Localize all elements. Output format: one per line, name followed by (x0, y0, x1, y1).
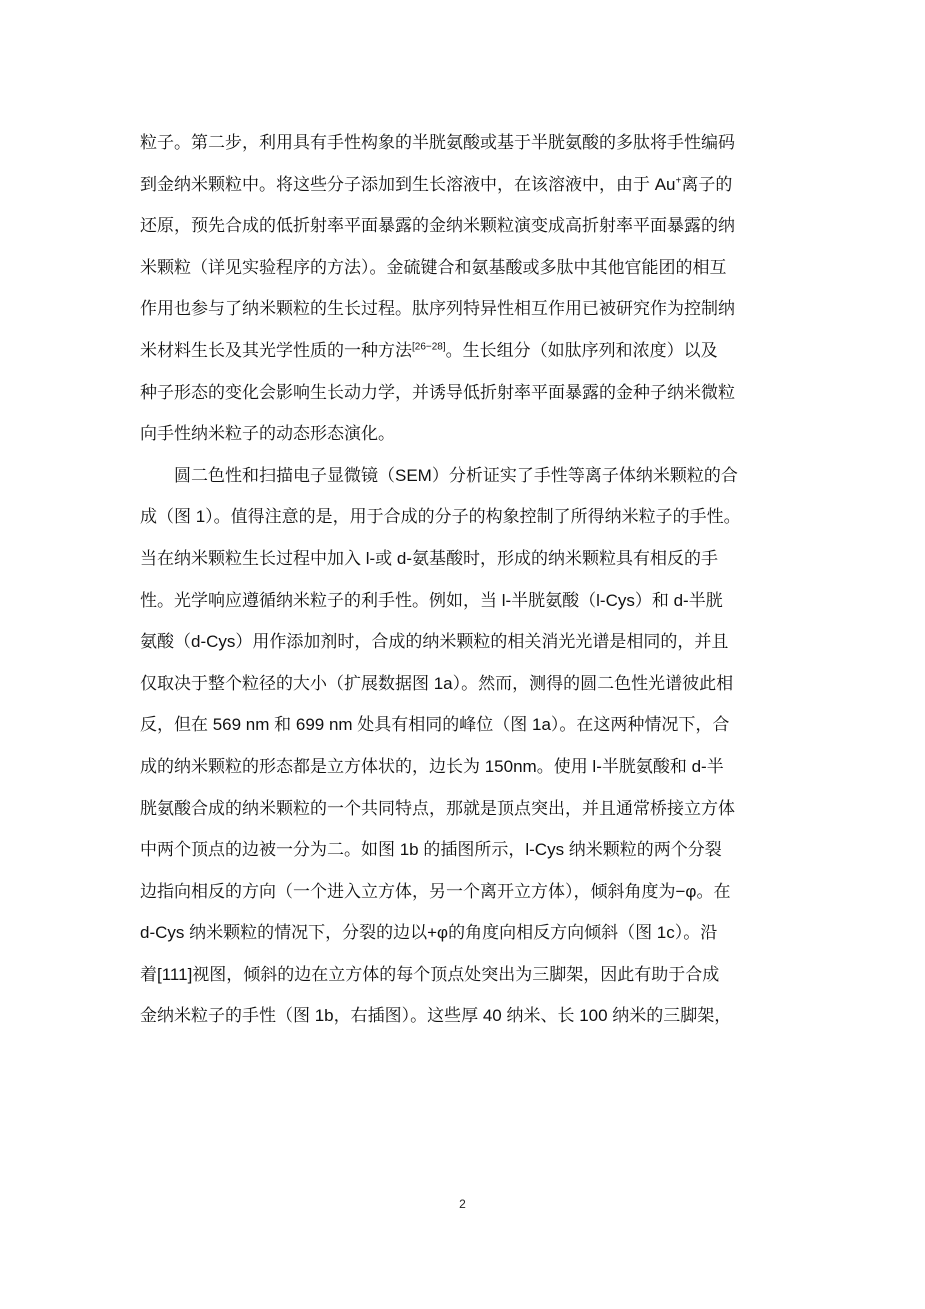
text-line: 米颗粒（详见实验程序的方法）。金硫键合和氨基酸或多肽中其他官能团的相互 (140, 257, 727, 277)
text-line: 中两个顶点的边被一分为二。如图 1b 的插图所示，l-Cys 纳米颗粒的两个分裂 (140, 840, 722, 860)
paragraph-1 (140, 122, 800, 455)
text-line: 氨酸（d-Cys）用作添加剂时，合成的纳米颗粒的相关消光光谱是相同的，并且 (140, 632, 729, 652)
text-line: 向手性纳米粒子的动态形态演化。 (140, 424, 395, 444)
text-line: d-Cys 纳米颗粒的情况下，分裂的边以+φ的角度向相反方向倾斜（图 1c）。沿 (140, 923, 718, 943)
text-line: 边指向相反的方向（一个进入立方体，另一个离开立方体），倾斜角度为−φ。在 (140, 881, 731, 901)
text-line: 当在纳米颗粒生长过程中加入 l-或 d-氨基酸时，形成的纳米颗粒具有相反的手 (140, 548, 718, 568)
text-fragment: 到金纳米颗粒中。将这些分子添加到生长溶液中，在该溶液中，由于 Au (140, 174, 676, 194)
text-fragment: 。生长组分（如肽序列和浓度）以及 (445, 340, 718, 360)
text-line: 圆二色性和扫描电子显微镜（SEM）分析证实了手性等离子体纳米颗粒的合 (174, 465, 738, 485)
citation-superscript: [26−28] (412, 341, 446, 353)
text-line: 成的纳米颗粒的形态都是立方体状的，边长为 150nm。使用 l-半胱氨酸和 d-半 (140, 756, 724, 776)
text-line: 种子形态的变化会影响生长动力学，并诱导低折射率平面暴露的金种子纳米微粒 (140, 382, 735, 402)
body-text (140, 122, 800, 1037)
text-fragment: 离子的 (681, 174, 733, 194)
superscript: + (675, 174, 682, 186)
text-line: 粒子。第二步，利用具有手性构象的半胱氨酸或基于半胱氨酸的多肽将手性编码 (140, 133, 735, 152)
text-line: 作用也参与了纳米颗粒的生长过程。肽序列特异性相互作用已被研究作为控制纳 (140, 299, 735, 319)
text-line: 金纳米粒子的手性（图 1b，右插图）。这些厚 40 纳米、长 100 纳米的三脚架， (140, 1006, 732, 1026)
text-line: 性。光学响应遵循纳米粒子的利手性。例如，当 l-半胱氨酸（l-Cys）和 d-半胱 (140, 590, 723, 610)
text-fragment: 米材料生长及其光学性质的一种方法 (140, 340, 412, 360)
text-line (140, 164, 800, 206)
text-line: 胱氨酸合成的纳米颗粒的一个共同特点，那就是顶点突出，并且通常桥接立方体 (140, 798, 735, 818)
paragraph-2 (140, 455, 800, 1037)
page-number: 2 (459, 1197, 466, 1211)
text-line: 仅取决于整个粒径的大小（扩展数据图 1a）。然而，测得的圆二色性光谱彼此相 (140, 673, 734, 693)
text-line (140, 330, 800, 372)
text-line: 还原，预先合成的低折射率平面暴露的金纳米颗粒演变成高折射率平面暴露的纳 (140, 216, 735, 236)
text-line: 着[111]视图，倾斜的边在立方体的每个顶点处突出为三脚架，因此有助于合成 (140, 964, 720, 984)
text-line: 成（图 1）。值得注意的是，用于合成的分子的构象控制了所得纳米粒子的手性。 (140, 507, 741, 527)
text-line: 反，但在 569 nm 和 699 nm 处具有相同的峰位（图 1a）。在这两种情况下，合 (140, 715, 730, 735)
